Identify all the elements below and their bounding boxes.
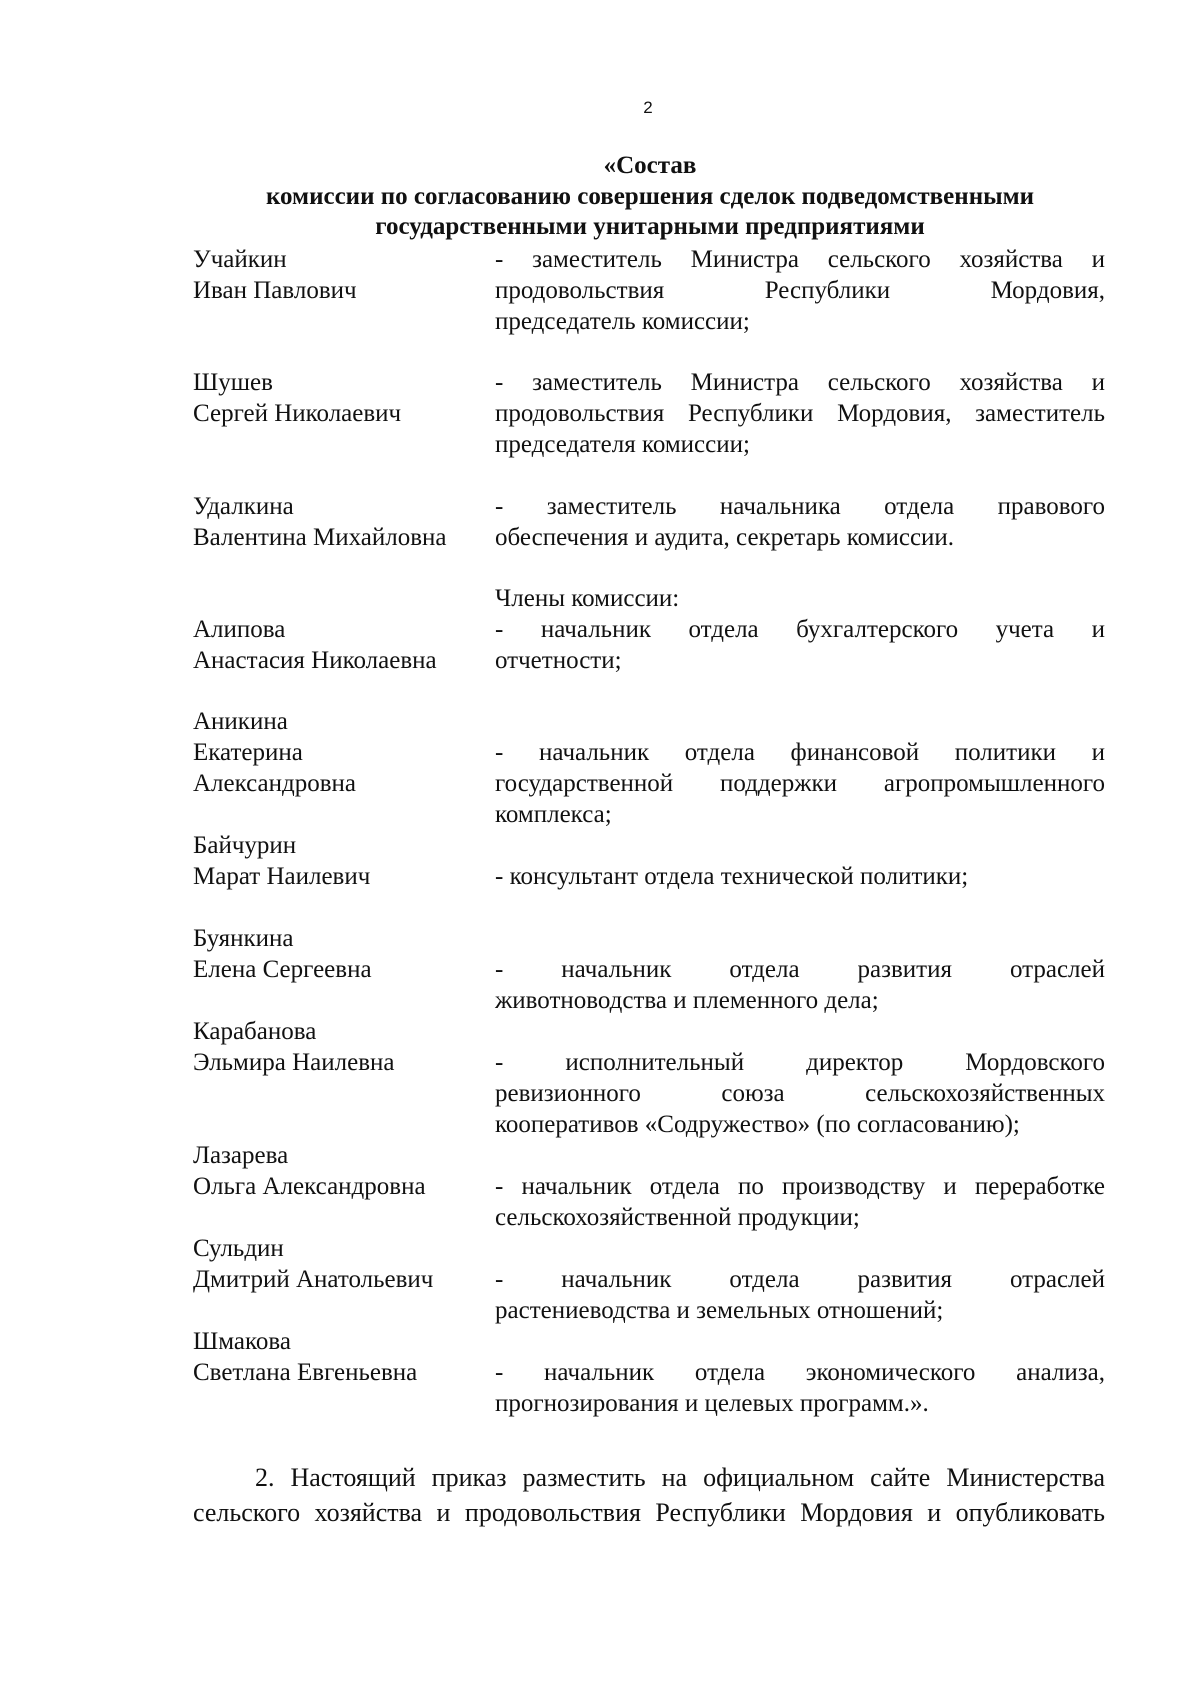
- role-line: - начальник отдела по производству и переработке: [495, 1173, 1105, 1200]
- role-line: кооперативов «Содружество» (по согласованию);: [495, 1111, 1020, 1138]
- member-given-name: Светлана Евгеньевна: [193, 1359, 418, 1386]
- role-line: прогнозирования и целевых программ.».: [495, 1390, 929, 1417]
- role-line: продовольствия Республики Мордовия, заместитель: [495, 400, 1105, 427]
- member-given-name: Елена Сергеевна: [193, 956, 372, 983]
- member-surname: Учайкин: [193, 246, 287, 273]
- role-line: продовольствия Республики Мордовия,: [495, 277, 1105, 304]
- member-surname: Байчурин: [193, 832, 297, 859]
- member-surname: Карабанова: [193, 1018, 317, 1045]
- document-title-line-1: «Состав: [603, 152, 697, 179]
- member-given-name: Марат Наилевич: [193, 863, 371, 890]
- member-role: [495, 1047, 1105, 1140]
- role-line: государственной поддержки агропромышленного: [495, 770, 1105, 797]
- member-surname: Лазарева: [193, 1142, 289, 1169]
- role-line: отчетности;: [495, 647, 622, 674]
- role-line: - заместитель Министра сельского хозяйства и: [495, 246, 1105, 273]
- member-surname: Шушев: [193, 369, 273, 396]
- member-role: [495, 954, 1105, 1016]
- member-role: [495, 614, 1105, 676]
- member-role: [495, 244, 1105, 337]
- member-given-name: Сергей Николаевич: [193, 400, 402, 427]
- member-surname: Удалкина: [193, 493, 294, 520]
- document-title-line-3: государственными унитарными предприятиями: [375, 213, 925, 240]
- paragraph-line-1: 2. Настоящий приказ разместить на официальном сайте Министерства: [255, 1463, 1105, 1492]
- member-given-name: Эльмира Наилевна: [193, 1049, 395, 1076]
- page-number: 2: [643, 98, 653, 117]
- role-line: - заместитель Министра сельского хозяйства и: [495, 369, 1105, 396]
- member-given-name: Ольга Александровна: [193, 1173, 426, 1200]
- member-role: [495, 1171, 1105, 1233]
- role-line: председателя комиссии;: [495, 431, 750, 458]
- member-surname: Алипова: [193, 616, 286, 643]
- member-role: [495, 737, 1105, 830]
- member-given-name: Валентина Михайловна: [193, 524, 447, 551]
- role-line: - начальник отдела развития отраслей: [495, 956, 1105, 983]
- role-line: - начальник отдела бухгалтерского учета и: [495, 616, 1105, 643]
- paragraph-line-2: сельского хозяйства и продовольствия Республики Мордовия и опубликовать: [193, 1498, 1105, 1527]
- member-surname: Аникина: [193, 708, 288, 735]
- role-line: сельскохозяйственной продукции;: [495, 1204, 860, 1231]
- role-line: - заместитель начальника отдела правового: [495, 493, 1105, 520]
- member-surname: Буянкина: [193, 925, 294, 952]
- role-line: растениеводства и земельных отношений;: [495, 1297, 944, 1324]
- role-line: - начальник отдела экономического анализа,: [495, 1359, 1105, 1386]
- member-surname: Сульдин: [193, 1235, 284, 1262]
- member-given-name: Анастасия Николаевна: [193, 647, 437, 674]
- member-role: [495, 1357, 1105, 1419]
- member-given-name-cont: Александровна: [193, 770, 357, 797]
- role-line: - исполнительный директор Мордовского: [495, 1049, 1105, 1076]
- role-line: животноводства и племенного дела;: [495, 987, 879, 1014]
- member-role: [495, 367, 1105, 460]
- member-role: [495, 491, 1105, 553]
- role-line: комплекса;: [495, 801, 612, 828]
- role-line: председатель комиссии;: [495, 308, 750, 335]
- member-given-name: Дмитрий Анатольевич: [193, 1266, 434, 1293]
- member-given-name: Иван Павлович: [193, 277, 357, 304]
- members-heading: Члены комиссии:: [495, 585, 680, 612]
- document-title-line-2: комиссии по согласованию совершения сделок подведомственными: [265, 183, 1035, 210]
- role-line: - начальник отдела финансовой политики и: [495, 739, 1105, 766]
- member-role: [495, 861, 1105, 892]
- member-given-name: Екатерина: [193, 739, 303, 766]
- role-line: ревизионного союза сельскохозяйственных: [495, 1080, 1105, 1107]
- member-role: [495, 1264, 1105, 1326]
- role-line: - начальник отдела развития отраслей: [495, 1266, 1105, 1293]
- member-surname: Шмакова: [193, 1328, 291, 1355]
- role-line: обеспечения и аудита, секретарь комиссии.: [495, 524, 955, 551]
- role-line: - консультант отдела технической политики;: [495, 863, 969, 890]
